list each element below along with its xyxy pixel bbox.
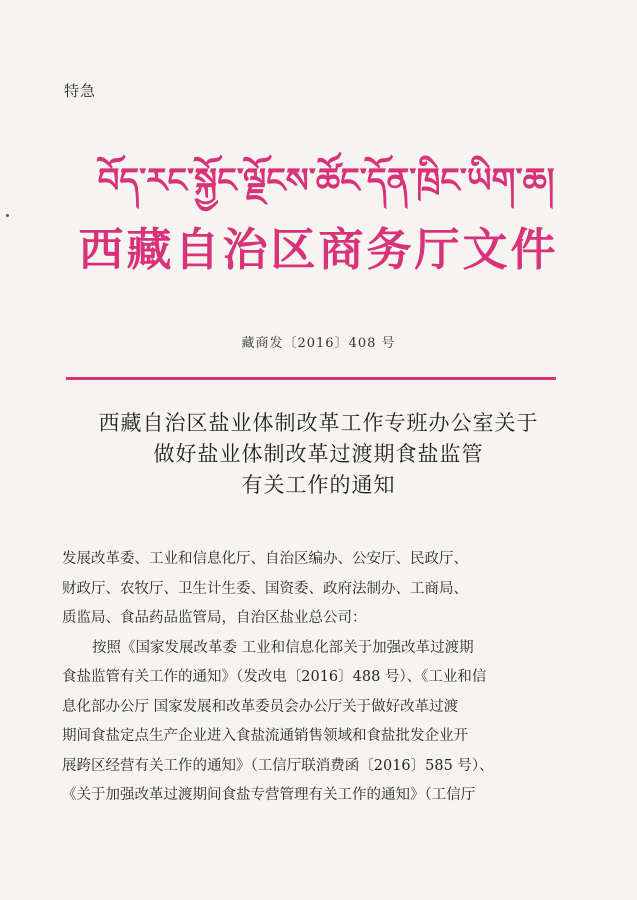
notice-title [40, 408, 597, 501]
notice-title-line-1: 西藏自治区盐业体制改革工作专班办公室关于 [98, 411, 539, 435]
tibetan-title [86, 150, 566, 214]
red-divider-line [66, 377, 556, 380]
urgency-label: 特急 [64, 82, 97, 100]
addressee-line-3: 质监局、食品药品监管局，自治区盐业总公司： [62, 610, 367, 626]
paragraph-line-5: 展跨区经营有关工作的通知》（工信厅联消费函〔2016〕585 号）、 [62, 757, 494, 774]
tibetan-title-text: བོད་རང་སྐྱོང་ལྗོངས་ཚོང་དོན་ཁྲིང་ཡིག་ཆ། [97, 161, 555, 201]
notice-title-line-2: 做好盐业体制改革过渡期食盐监管 [153, 442, 484, 466]
addressee-line-2: 财政厅、农牧厅、卫生计生委、国资委、政府法制办、工商局、 [62, 580, 468, 597]
paragraph-line-3: 息化部办公厅 国家发展和改革委员会办公厅关于做好改革过渡 [62, 698, 459, 715]
addressee-line-1: 发展改革委、工业和信息化厅、自治区编办、公安厅、民政厅、 [62, 551, 468, 567]
paragraph-line-2: 食盐监管有关工作的通知》（发改电〔2016〕488 号）、《工业和信 [62, 669, 487, 685]
notice-title-line-3: 有关工作的通知 [241, 473, 396, 497]
issuer-title: 西藏自治区商务厅文件 [78, 223, 559, 276]
document-number: 藏商发〔2016〕408 号 [241, 336, 396, 351]
paragraph-line-1: 按照《国家发展改革委 工业和信息化部关于加强改革过渡期 [92, 639, 474, 656]
paragraph-line-4: 期间食盐定点生产企业进入食盐流通销售领域和食盐批发企业开 [62, 728, 468, 744]
notice-body [62, 545, 582, 811]
tibetan-script-graphic [86, 150, 566, 214]
paragraph-line-6: 《关于加强改革过渡期间食盐专营管理有关工作的通知》（工信厅 [62, 787, 476, 803]
